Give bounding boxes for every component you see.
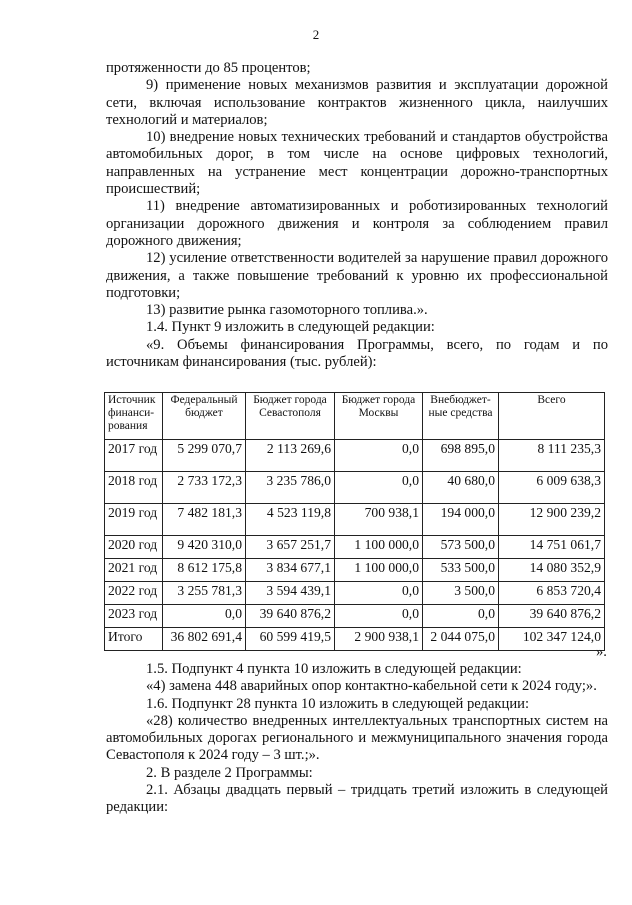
table-cell: 2 900 938,1 bbox=[335, 628, 423, 651]
header-extrabudgetary: Внебюджет-ные средства bbox=[423, 393, 499, 440]
table-cell: 6 853 720,4 bbox=[499, 582, 605, 605]
table-cell: 3 834 677,1 bbox=[246, 559, 335, 582]
paragraph: 10) внедрение новых технических требований и стандартов обустройства автомобильных дорог, в том числе на основе цифровых технологий, направленных на устранение мест концентрации дорожно-транспортных происшествий; bbox=[106, 129, 608, 198]
table-cell: 6 009 638,3 bbox=[499, 472, 605, 504]
table-cell: 60 599 419,5 bbox=[246, 628, 335, 651]
table-row bbox=[105, 605, 605, 628]
table-cell: Итого bbox=[105, 628, 163, 651]
table-cell: 0,0 bbox=[335, 605, 423, 628]
body-text-top bbox=[106, 60, 608, 371]
header-total: Всего bbox=[499, 393, 605, 440]
table-cell: 12 900 239,2 bbox=[499, 504, 605, 536]
table-cell: 40 680,0 bbox=[423, 472, 499, 504]
table-cell: 3 235 786,0 bbox=[246, 472, 335, 504]
table-cell: 0,0 bbox=[163, 605, 246, 628]
quote-closing-mark: ». bbox=[596, 644, 607, 660]
paragraph: 2. В разделе 2 Программы: bbox=[146, 764, 313, 781]
table-total-row bbox=[105, 628, 605, 651]
table-cell: 1 100 000,0 bbox=[335, 536, 423, 559]
table-cell: 4 523 119,8 bbox=[246, 504, 335, 536]
header-source: Источник финанси-рования bbox=[105, 393, 163, 440]
table-row bbox=[105, 472, 605, 504]
table-cell: 0,0 bbox=[335, 582, 423, 605]
paragraph: 9) применение новых механизмов развития и эксплуатации дорожной сети, включая использование контрактов жизненного цикла, наилучших технологий и материалов; bbox=[106, 77, 608, 128]
table-cell: 14 751 061,7 bbox=[499, 536, 605, 559]
paragraph: «4) замена 448 аварийных опор контактно-кабельной сети к 2024 году;». bbox=[146, 678, 597, 695]
table-row bbox=[105, 504, 605, 536]
paragraph: 2.1. Абзацы двадцать первый – тридцать третий изложить в следующей редакции: bbox=[106, 782, 608, 816]
paragraph: 1.4. Пункт 9 изложить в следующей редакции: bbox=[146, 319, 435, 336]
paragraph: протяженности до 85 процентов; bbox=[106, 60, 311, 76]
table-cell: 2019 год bbox=[105, 504, 163, 536]
table-cell: 194 000,0 bbox=[423, 504, 499, 536]
table-cell: 2022 год bbox=[105, 582, 163, 605]
paragraph: «9. Объемы финансирования Программы, всего, по годам и по источникам финансирования (тыс. рублей): bbox=[106, 336, 608, 371]
table-cell: 2017 год bbox=[105, 440, 163, 472]
page-number: 2 bbox=[312, 27, 320, 42]
table-cell: 0,0 bbox=[335, 440, 423, 472]
table-cell: 2 733 172,3 bbox=[163, 472, 246, 504]
header-moscow-budget: Бюджет города Москвы bbox=[335, 393, 423, 440]
table-cell: 698 895,0 bbox=[423, 440, 499, 472]
table-cell: 14 080 352,9 bbox=[499, 559, 605, 582]
paragraph: 12) усиление ответственности водителей за нарушение правил дорожного движения, а также повышение требований к уровню их профессиональной подготовки; bbox=[106, 250, 608, 301]
table-row bbox=[105, 559, 605, 582]
table-cell: 533 500,0 bbox=[423, 559, 499, 582]
table-row bbox=[105, 582, 605, 605]
table-cell: 102 347 124,0 bbox=[499, 628, 605, 651]
table-cell: 3 594 439,1 bbox=[246, 582, 335, 605]
header-federal-budget: Федеральный бюджет bbox=[163, 393, 246, 440]
table-cell: 7 482 181,3 bbox=[163, 504, 246, 536]
table-cell: 0,0 bbox=[335, 472, 423, 504]
table-cell: 39 640 876,2 bbox=[499, 605, 605, 628]
table-cell: 573 500,0 bbox=[423, 536, 499, 559]
table-cell: 2 044 075,0 bbox=[423, 628, 499, 651]
table-cell: 2 113 269,6 bbox=[246, 440, 335, 472]
table-cell: 2021 год bbox=[105, 559, 163, 582]
table-cell: 2018 год bbox=[105, 472, 163, 504]
table-header-row bbox=[105, 393, 605, 440]
paragraph: 1.6. Подпункт 28 пункта 10 изложить в следующей редакции: bbox=[146, 695, 530, 712]
table-cell: 3 657 251,7 bbox=[246, 536, 335, 559]
table-cell: 2023 год bbox=[105, 605, 163, 628]
table-cell: 700 938,1 bbox=[335, 504, 423, 536]
table-cell: 9 420 310,0 bbox=[163, 536, 246, 559]
table-row bbox=[105, 440, 605, 472]
table-cell: 2020 год bbox=[105, 536, 163, 559]
paragraph: 11) внедрение автоматизированных и роботизированных технологий организации дорожного движения и контроля за соблюдением правил дорожного движения; bbox=[106, 198, 608, 249]
table-cell: 3 255 781,3 bbox=[163, 582, 246, 605]
table-cell: 36 802 691,4 bbox=[163, 628, 246, 651]
financing-table bbox=[104, 392, 605, 651]
table-cell: 1 100 000,0 bbox=[335, 559, 423, 582]
paragraph: 1.5. Подпункт 4 пункта 10 изложить в следующей редакции: bbox=[146, 661, 522, 677]
table-cell: 8 111 235,3 bbox=[499, 440, 605, 472]
paragraph: 13) развитие рынка газомоторного топлива.». bbox=[146, 302, 428, 319]
table-cell: 8 612 175,8 bbox=[163, 559, 246, 582]
table-cell: 5 299 070,7 bbox=[163, 440, 246, 472]
table-cell: 3 500,0 bbox=[423, 582, 499, 605]
body-text-bottom bbox=[106, 661, 608, 817]
table-cell: 39 640 876,2 bbox=[246, 605, 335, 628]
paragraph: «28) количество внедренных интеллектуальных транспортных систем на автомобильных дорогах регионального и межмуниципального значения города Севастополя к 2024 году – 3 шт.;». bbox=[106, 712, 608, 764]
header-sevastopol-budget: Бюджет города Севастополя bbox=[246, 393, 335, 440]
table-cell: 0,0 bbox=[423, 605, 499, 628]
table-row bbox=[105, 536, 605, 559]
